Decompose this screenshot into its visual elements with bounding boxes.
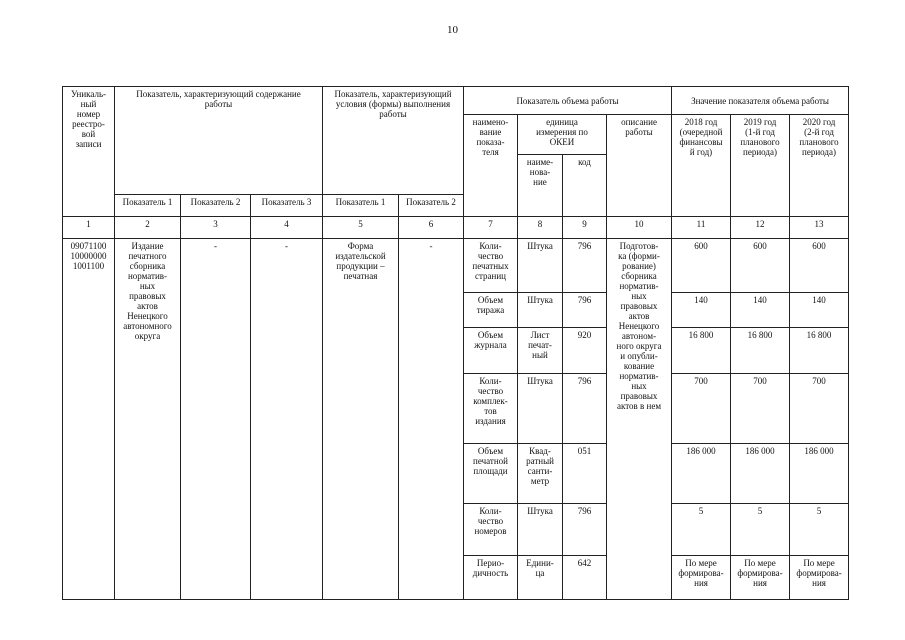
value-2020-cell: 5 [790,504,849,556]
header-condition-1: Показатель 1 [323,195,399,217]
value-2020-cell: 700 [790,374,849,444]
unit-name-cell: Лист печат- ный [518,328,563,374]
indicator-name-cell: Объем печатной площади [464,444,518,504]
header-unit-code: код [563,155,607,217]
column-number: 12 [731,217,790,239]
column-number: 13 [790,217,849,239]
unit-name-cell: Штука [518,239,563,293]
indicator-name-cell: Коли- чество печатных страниц [464,239,518,293]
value-2019-cell: 16 800 [731,328,790,374]
unit-code-cell: 796 [563,374,607,444]
header-condition-2: Показатель 2 [399,195,464,217]
column-number: 10 [607,217,672,239]
value-2018-cell: 600 [672,239,731,293]
indicator-name-cell: Коли- чество номеров [464,504,518,556]
header-unit-okei: единица измерения по ОКЕИ [518,115,607,155]
value-2018-cell: 140 [672,293,731,328]
header-content-3: Показатель 3 [251,195,323,217]
header-content-2: Показатель 2 [181,195,251,217]
value-2018-cell: 700 [672,374,731,444]
unit-code-cell: 051 [563,444,607,504]
value-2020-cell: 140 [790,293,849,328]
value-2018-cell: 5 [672,504,731,556]
column-number: 7 [464,217,518,239]
unit-code-cell: 796 [563,504,607,556]
value-2020-cell: 600 [790,239,849,293]
header-content-1: Показатель 1 [115,195,181,217]
column-number: 8 [518,217,563,239]
unit-name-cell: Штука [518,374,563,444]
header-unit-name: наиме- нова- ние [518,155,563,217]
unit-name-cell: Штука [518,293,563,328]
indicator-name-cell: Коли- чество комплек- тов издания [464,374,518,444]
header-registry-number: Уникаль- ный номер реестро- вой записи [63,87,115,217]
value-2019-cell: 700 [731,374,790,444]
content-indicator-1-cell: Издание печатного сборника норматив- ных правовых актов Ненецкого автономного округа [115,239,181,600]
condition-indicator-2-cell: - [399,239,464,600]
work-description-cell: Подготов- ка (форми- рование) сборника норматив- ных правовых актов Ненецкого автоном- ного округа и опубли- кование норматив- ных правовых актов в нем [607,239,672,600]
unit-name-cell: Квад- ратный санти- метр [518,444,563,504]
value-2019-cell: 186 000 [731,444,790,504]
header-volume-indicator: Показатель объема работы [464,87,672,115]
value-2019-cell: 5 [731,504,790,556]
content-indicator-2-cell: - [181,239,251,600]
value-2018-cell: По мере формирова- ния [672,556,731,600]
value-2020-cell: 16 800 [790,328,849,374]
unit-code-cell: 920 [563,328,607,374]
header-indicator-name: наимено- вание показа- теля [464,115,518,217]
value-2020-cell: По мере формирова- ния [790,556,849,600]
header-year-2018: 2018 год (очередной финансовы й год) [672,115,731,217]
header-content-indicator: Показатель, характеризующий содержание работы [115,87,323,195]
work-volume-table [62,86,849,600]
column-number: 9 [563,217,607,239]
column-number: 11 [672,217,731,239]
unit-code-cell: 642 [563,556,607,600]
column-number: 1 [63,217,115,239]
indicator-name-cell: Объем журнала [464,328,518,374]
header-condition-indicator: Показатель, характеризующий условия (формы) выполнения работы [323,87,464,195]
header-volume-value: Значение показателя объема работы [672,87,849,115]
unit-code-cell: 796 [563,293,607,328]
value-2018-cell: 186 000 [672,444,731,504]
column-number: 4 [251,217,323,239]
header-year-2020: 2020 год (2-й год планового периода) [790,115,849,217]
registry-number-cell: 09071100 10000000 1001100 [63,239,115,600]
content-indicator-3-cell: - [251,239,323,600]
column-number: 5 [323,217,399,239]
unit-code-cell: 796 [563,239,607,293]
condition-indicator-1-cell: Форма издательской продукции – печатная [323,239,399,600]
header-work-description: описание работы [607,115,672,217]
unit-name-cell: Штука [518,504,563,556]
value-2018-cell: 16 800 [672,328,731,374]
unit-name-cell: Едини- ца [518,556,563,600]
column-number: 2 [115,217,181,239]
indicator-name-cell: Объем тиража [464,293,518,328]
indicator-name-cell: Перио- дичность [464,556,518,600]
value-2019-cell: 140 [731,293,790,328]
column-number: 6 [399,217,464,239]
value-2019-cell: 600 [731,239,790,293]
value-2020-cell: 186 000 [790,444,849,504]
column-number: 3 [181,217,251,239]
header-year-2019: 2019 год (1-й год планового периода) [731,115,790,217]
page-number: 10 [447,24,458,36]
value-2019-cell: По мере формирова- ния [731,556,790,600]
